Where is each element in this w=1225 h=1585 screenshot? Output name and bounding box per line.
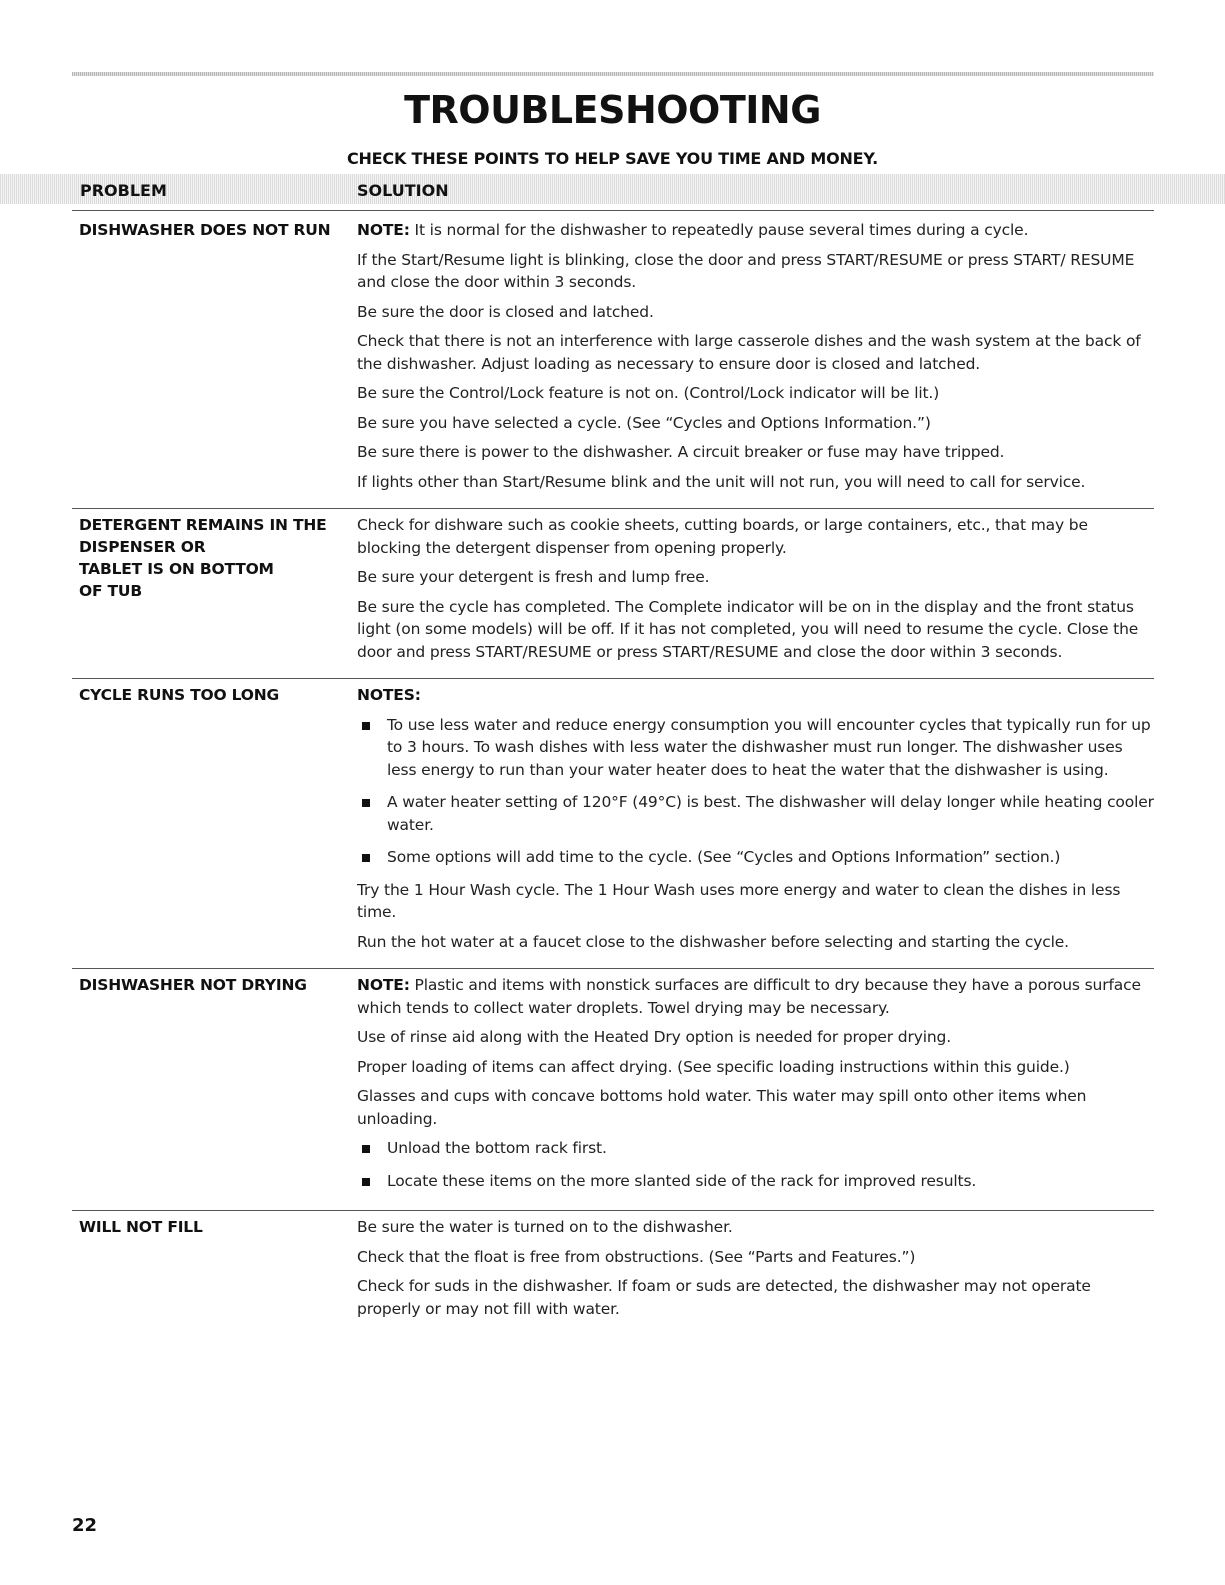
solution-paragraph: Check for dishware such as cookie sheets, cutting boards, or large containers, etc., that may be blocking the detergent dispenser from opening properly. — [357, 516, 1088, 557]
problem-text: DISPENSER OR — [79, 538, 206, 556]
bullet-item — [357, 714, 1154, 782]
bullet-text: Unload the bottom rack first. — [387, 1139, 607, 1157]
square-bullet-icon — [357, 714, 387, 782]
problem-cell — [72, 219, 356, 500]
problem-text: WILL NOT FILL — [79, 1218, 203, 1236]
solution-paragraph: Try the 1 Hour Wash cycle. The 1 Hour Wash uses more energy and water to clean the dishes in less time. — [357, 880, 1121, 921]
table-row — [72, 1211, 1154, 1335]
problem-cell — [72, 684, 356, 960]
solution-paragraph: Be sure there is power to the dishwasher. A circuit breaker or fuse may have tripped. — [357, 443, 1005, 461]
bullet-text: Some options will add time to the cycle. (See “Cycles and Options Information” section.) — [387, 848, 1061, 866]
problem-text: DETERGENT REMAINS IN THE — [79, 516, 327, 534]
solution-paragraph: Check for suds in the dishwasher. If foam or suds are detected, the dishwasher may not operate properly or may not fill with water. — [357, 1277, 1091, 1318]
note-label: NOTE: — [357, 221, 410, 239]
solution-cell — [356, 514, 1154, 670]
note-text: Plastic and items with nonstick surfaces are difficult to dry because they have a porous surface which tends to collect water droplets. Towel drying may be necessary. — [357, 976, 1141, 1017]
solution-cell — [356, 219, 1154, 500]
note-text: It is normal for the dishwasher to repeatedly pause several times during a cycle. — [409, 221, 1029, 239]
bullet-item — [357, 791, 1154, 836]
page-number: 22 — [72, 1515, 98, 1536]
solution-paragraph: Be sure your detergent is fresh and lump free. — [357, 568, 710, 586]
note-paragraph — [357, 219, 1154, 242]
solution-paragraph: Be sure the cycle has completed. The Complete indicator will be on in the display and the front status light (on some models) will be off. If it has not completed, you will need to resume the cycle. Close the door and press START/RESUME or press START/RESUME and close the door within 3 seconds. — [357, 597, 1139, 661]
header-problem: PROBLEM — [80, 181, 167, 200]
solution-paragraph: Run the hot water at a faucet close to the dishwasher before selecting and starting the cycle. — [357, 932, 1069, 951]
problem-text: DISHWASHER DOES NOT RUN — [79, 221, 331, 239]
square-bullet-icon — [357, 791, 387, 836]
solution-paragraph: Check that the float is free from obstructions. (See “Parts and Features.”) — [357, 1247, 916, 1266]
solution-paragraph: Be sure the Control/Lock feature is not on. (Control/Lock indicator will be lit.) — [357, 384, 940, 402]
square-bullet-icon — [357, 846, 387, 869]
solution-paragraph: Be sure you have selected a cycle. (See “Cycles and Options Information.”) — [357, 413, 931, 432]
page-title: TROUBLESHOOTING — [404, 88, 821, 132]
bullet-text: A water heater setting of 120°F (49°C) is best. The dishwasher will delay longer while heating cooler water. — [387, 793, 1154, 834]
note-label: NOTE: — [357, 976, 410, 994]
bullet-text: Locate these items on the more slanted side of the rack for improved results. — [387, 1171, 977, 1190]
table-row — [72, 969, 1154, 1211]
square-bullet-icon — [357, 1170, 387, 1193]
top-rule — [72, 72, 1154, 76]
table-row — [72, 509, 1154, 679]
solution-paragraph: If the Start/Resume light is blinking, close the door and press START/RESUME or press START/ RESUME and close the door within 3 seconds. — [357, 250, 1135, 291]
problem-text: TABLET IS ON BOTTOM — [79, 560, 274, 578]
solution-paragraph: Glasses and cups with concave bottoms hold water. This water may spill onto other items when unloading. — [357, 1087, 1087, 1128]
bullet-item — [357, 846, 1154, 869]
header-solution: SOLUTION — [357, 181, 449, 200]
square-bullet-icon — [357, 1137, 387, 1160]
page-subtitle: CHECK THESE POINTS TO HELP SAVE YOU TIME AND MONEY. — [346, 149, 879, 168]
note-label: NOTES: — [357, 686, 421, 704]
table-header — [0, 174, 1225, 204]
solution-paragraph: Check that there is not an interference with large casserole dishes and the wash system at the back of the dishwasher. Adjust loading as necessary to ensure door is closed and latched. — [357, 332, 1141, 373]
solution-paragraph: Proper loading of items can affect drying. (See specific loading instructions within this guide.) — [357, 1057, 1070, 1076]
header-rule — [72, 210, 1154, 211]
problem-text: CYCLE RUNS TOO LONG — [79, 686, 280, 704]
bullet-item — [357, 1137, 1154, 1160]
solution-paragraph: Be sure the door is closed and latched. — [357, 302, 654, 321]
solution-paragraph: Be sure the water is turned on to the dishwasher. — [357, 1218, 733, 1236]
troubleshooting-table — [72, 214, 1154, 1335]
problem-text: DISHWASHER NOT DRYING — [79, 976, 307, 994]
table-row — [72, 679, 1154, 969]
problem-cell — [72, 974, 356, 1202]
solution-cell — [356, 684, 1154, 960]
bullet-text: To use less water and reduce energy consumption you will encounter cycles that typically run for up to 3 hours. To wash dishes with less water the dishwasher must run longer. The dishwasher uses less energy to run than your water heater does to heat the water that the dishwasher is using. — [387, 715, 1151, 779]
solution-paragraph: If lights other than Start/Resume blink and the unit will not run, you will need to call for service. — [357, 472, 1086, 491]
solution-paragraph: Use of rinse aid along with the Heated Dry option is needed for proper drying. — [357, 1028, 952, 1046]
note-paragraph — [357, 684, 1154, 707]
problem-cell — [72, 514, 356, 670]
problem-text: OF TUB — [79, 582, 142, 600]
bullet-item — [357, 1170, 1154, 1193]
problem-cell — [72, 1216, 356, 1327]
note-paragraph — [357, 974, 1154, 1019]
solution-cell — [356, 974, 1154, 1202]
solution-cell — [356, 1216, 1154, 1327]
table-row — [72, 214, 1154, 509]
